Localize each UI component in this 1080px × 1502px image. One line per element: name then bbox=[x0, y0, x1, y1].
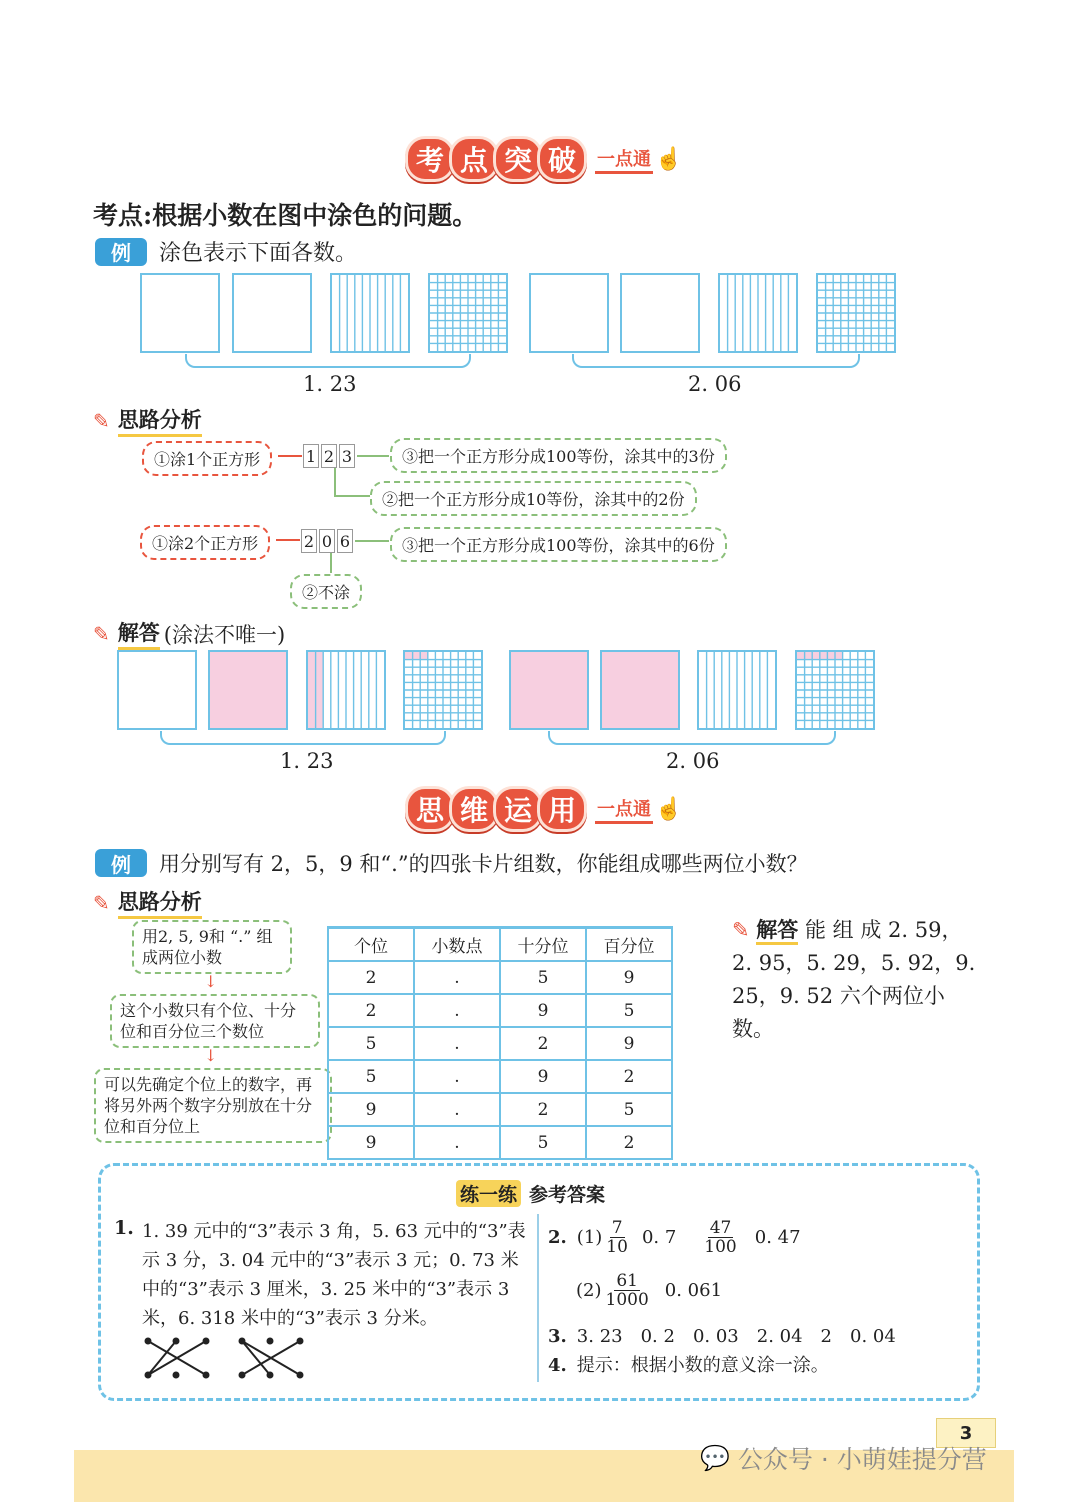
hundredths-square bbox=[816, 273, 896, 353]
section-banner-siwei bbox=[405, 786, 682, 832]
example1-header bbox=[95, 236, 357, 267]
table-cell: 5 bbox=[328, 1060, 414, 1093]
q2-line2: (2) $\frac{61}{1000}$ 0. 061 bbox=[576, 1271, 723, 1310]
down-arrow-icon: ↓ bbox=[204, 972, 218, 991]
table-row bbox=[328, 994, 672, 1027]
table-header: 小数点 bbox=[414, 928, 500, 962]
watermark: 💬 公众号 · 小萌娃提分营 bbox=[700, 1444, 987, 1474]
table-cell: 2 bbox=[328, 961, 414, 994]
table-cell: 2 bbox=[500, 1093, 586, 1126]
digit-card: 2 bbox=[321, 444, 337, 468]
practice-title: 练一练 参考答案 bbox=[456, 1180, 605, 1207]
analysis-step: ①涂1个正方形 bbox=[142, 441, 272, 476]
digit-card: 6 bbox=[337, 529, 353, 553]
pencil-icon: ✎ bbox=[93, 408, 110, 433]
brace bbox=[572, 354, 860, 368]
table-cell: 9 bbox=[500, 994, 586, 1027]
table-cell: . bbox=[414, 1093, 500, 1126]
label-1-23: 1. 23 bbox=[280, 749, 334, 773]
digit-cards-1-23 bbox=[303, 444, 355, 468]
banner-char: 突 bbox=[493, 136, 543, 182]
reasoning-step: 这个小数只有个位、十分位和百分位三个数位 bbox=[110, 994, 320, 1048]
q1-answer: 1. 39 元中的“3”表示 3 角，5. 63 元中的“3”表示 3 分，3. 04 元中的“3”表示 3 元；0. 73 米中的“3”表示 3 厘米，3. 25 米中的“3”表示 3 米，6. 318 米中的“3”表示 3 分米。 bbox=[142, 1221, 526, 1329]
reasoning-step: 用2, 5, 9和 “.” 组成两位小数 bbox=[132, 920, 292, 974]
analysis-step: ②把一个正方形分成10等份，涂其中的2份 bbox=[370, 481, 697, 516]
analysis2-title: ✎ 思路分析 bbox=[93, 886, 202, 919]
place-value-table bbox=[327, 926, 673, 1160]
table-cell: 9 bbox=[586, 1027, 672, 1060]
table-cell: 2 bbox=[500, 1027, 586, 1060]
table-cell: . bbox=[414, 961, 500, 994]
brace bbox=[548, 731, 836, 745]
table-row bbox=[328, 1126, 672, 1159]
analysis-step: ①涂2个正方形 bbox=[140, 525, 270, 560]
fraction: $\frac{7}{10}$ bbox=[606, 1218, 628, 1257]
shaded-square bbox=[600, 650, 680, 730]
table-cell: . bbox=[414, 994, 500, 1027]
pencil-icon: ✎ bbox=[93, 621, 110, 646]
analysis-step: ③把一个正方形分成100等份，涂其中的6份 bbox=[390, 527, 727, 562]
answer2: ✎ 解答 能 组 成 2. 59，2. 95，5. 29，5. 92，9. 25，9. 52 六个两位小数。 bbox=[732, 918, 976, 1041]
pointing-hand-icon: ☝ bbox=[655, 146, 683, 172]
matching-lines-icon bbox=[142, 1337, 312, 1381]
banner-char: 破 bbox=[537, 136, 587, 182]
analysis-step: ③把一个正方形分成100等份，涂其中的3份 bbox=[390, 438, 727, 473]
digit-cards-2-06 bbox=[301, 529, 353, 553]
page-number: 3 bbox=[936, 1418, 996, 1448]
banner-char: 运 bbox=[493, 786, 543, 832]
analysis1-title: ✎ 思路分析 bbox=[93, 404, 202, 437]
banner-char: 点 bbox=[449, 136, 499, 182]
blank-square bbox=[529, 273, 609, 353]
banner-char: 维 bbox=[449, 786, 499, 832]
q1-number: 1. bbox=[114, 1217, 134, 1239]
tenths-square bbox=[306, 650, 386, 730]
pointing-hand-icon: ☝ bbox=[655, 796, 683, 822]
table-cell: 2 bbox=[586, 1126, 672, 1159]
connector bbox=[357, 455, 389, 457]
table-row bbox=[328, 1060, 672, 1093]
table-cell: 2 bbox=[586, 1060, 672, 1093]
q4-answer: 4. 提示：根据小数的意义涂一涂。 bbox=[548, 1355, 829, 1376]
shaded-square bbox=[509, 650, 589, 730]
label-2-06: 2. 06 bbox=[666, 749, 720, 773]
table-cell: 5 bbox=[586, 1093, 672, 1126]
example1-text: 涂色表示下面各数。 bbox=[159, 241, 358, 266]
connector bbox=[278, 455, 302, 457]
wechat-icon: 💬 bbox=[700, 1444, 730, 1472]
table-cell: 9 bbox=[328, 1126, 414, 1159]
banner-char: 考 bbox=[405, 136, 455, 182]
analysis-step: ②不涂 bbox=[290, 574, 362, 609]
table-header: 百分位 bbox=[586, 928, 672, 962]
answer2-text: 能 组 成 2. 59，2. 95，5. 29，5. 92，9. 25，9. 52 六个两位小数。 bbox=[732, 918, 976, 1041]
blank-square bbox=[140, 273, 220, 353]
column-divider bbox=[537, 1214, 539, 1382]
table-cell: 5 bbox=[586, 994, 672, 1027]
answer1-title: ✎ 解答 (涂法不唯一) bbox=[93, 617, 285, 650]
banner-char: 用 bbox=[537, 786, 587, 832]
table-cell: . bbox=[414, 1027, 500, 1060]
example-tag: 例 bbox=[95, 238, 147, 266]
digit-card: 1 bbox=[303, 444, 319, 468]
reasoning-step: 可以先确定个位上的数字，再将另外两个数字分别放在十分位和百分位上 bbox=[94, 1068, 332, 1143]
table-cell: 5 bbox=[500, 1126, 586, 1159]
label-2-06: 2. 06 bbox=[688, 372, 742, 396]
table-cell: 9 bbox=[328, 1093, 414, 1126]
table-row bbox=[328, 1093, 672, 1126]
fraction: $\frac{61}{1000}$ bbox=[605, 1271, 649, 1310]
hundredths-square bbox=[428, 273, 508, 353]
table-header: 十分位 bbox=[500, 928, 586, 962]
table-cell: . bbox=[414, 1126, 500, 1159]
digit-card: 0 bbox=[319, 529, 335, 553]
blank-square bbox=[232, 273, 312, 353]
section-banner-kaodian bbox=[405, 136, 682, 182]
down-arrow-icon: ↓ bbox=[204, 1046, 218, 1065]
table-header: 个位 bbox=[328, 928, 414, 962]
connector bbox=[330, 553, 332, 573]
q3-answer: 3. 3. 23 0. 2 0. 03 2. 04 2 0. 04 bbox=[548, 1326, 896, 1347]
hundredths-square bbox=[403, 650, 483, 730]
digit-card: 3 bbox=[339, 444, 355, 468]
digit-card: 2 bbox=[301, 529, 317, 553]
table-cell: . bbox=[414, 1060, 500, 1093]
banner-char: 思 bbox=[405, 786, 455, 832]
connector bbox=[355, 540, 389, 542]
blank-square bbox=[620, 273, 700, 353]
pencil-icon: ✎ bbox=[93, 890, 110, 915]
tenths-square bbox=[697, 650, 777, 730]
kaodian-heading: 考点:根据小数在图中涂色的问题。 bbox=[93, 201, 478, 230]
connector bbox=[276, 539, 300, 541]
brace bbox=[185, 354, 471, 368]
table-cell: 9 bbox=[586, 961, 672, 994]
label-1-23: 1. 23 bbox=[303, 372, 357, 396]
connector bbox=[334, 495, 370, 497]
table-cell: 2 bbox=[328, 994, 414, 1027]
pencil-icon: ✎ bbox=[732, 918, 750, 942]
shaded-square bbox=[208, 650, 288, 730]
q2-line1: 2. (1) $\frac{7}{10}$ 0. 7 $\frac{47}{100}$ 0. 47 bbox=[548, 1218, 801, 1257]
connector bbox=[334, 468, 336, 496]
fraction: $\frac{47}{100}$ bbox=[704, 1218, 737, 1257]
tenths-square bbox=[330, 273, 410, 353]
table-cell: 5 bbox=[500, 961, 586, 994]
example2-header bbox=[95, 848, 808, 878]
table-row bbox=[328, 961, 672, 994]
blank-square bbox=[117, 650, 197, 730]
brace bbox=[160, 731, 446, 745]
banner-subtitle: 一点通 bbox=[595, 795, 653, 824]
example2-text: 用分别写有 2，5，9 和“.”的四张卡片组数，你能组成哪些两位小数？ bbox=[159, 852, 808, 876]
banner-subtitle: 一点通 bbox=[595, 145, 653, 174]
tenths-square bbox=[718, 273, 798, 353]
table-cell: 5 bbox=[328, 1027, 414, 1060]
table-row bbox=[328, 1027, 672, 1060]
example-tag: 例 bbox=[95, 849, 147, 877]
table-cell: 9 bbox=[500, 1060, 586, 1093]
hundredths-square bbox=[795, 650, 875, 730]
